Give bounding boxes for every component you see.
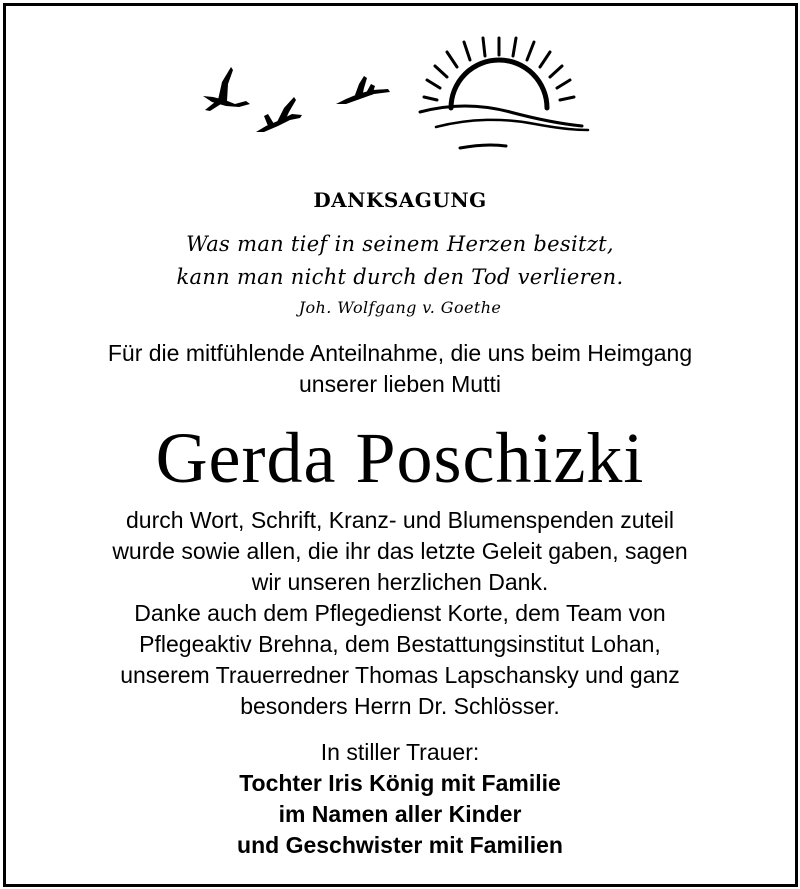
bird-icon — [256, 97, 302, 132]
signatories — [0, 768, 800, 861]
intro-line: unserer lieben Mutti — [299, 371, 501, 397]
body-line: besonders Herrn Dr. Schlösser. — [240, 693, 560, 719]
signoff-text: In stiller Trauer: — [320, 739, 480, 765]
deceased-name: Gerda Poschizki — [155, 418, 645, 498]
body-line: unserem Trauerredner Thomas Lapschansky und ganz — [120, 662, 680, 688]
signatory-line: und Geschwister mit Familien — [237, 832, 563, 858]
intro-line: Für die mitfühlende Anteilnahme, die uns beim Heimgang — [107, 340, 693, 366]
quote-line: kann man nicht durch den Tod verlieren. — [176, 265, 624, 289]
body-line: Pflegeaktiv Brehna, dem Bestattungsinstitut Lohan, — [139, 631, 661, 657]
quote-author: Joh. Wolfgang v. Goethe — [298, 298, 502, 317]
notice-heading: DANKSAGUNG — [313, 188, 487, 212]
bird-icon — [203, 67, 250, 111]
body-line: Danke auch dem Pflegedienst Korte, dem Team von — [134, 600, 666, 626]
quote-line: Was man tief in seinem Herzen besitzt, — [186, 232, 614, 256]
thanks-body — [0, 505, 800, 722]
body-line: wurde sowie allen, die ihr das letzte Geleit gaben, sagen — [112, 538, 688, 564]
signatory-line: im Namen aller Kinder — [278, 801, 522, 827]
signatory-line: Tochter Iris König mit Familie — [239, 770, 561, 796]
goethe-quote — [0, 228, 800, 294]
bird-icon — [336, 76, 390, 104]
intro-text — [0, 338, 800, 400]
body-line: wir unseren herzlichen Dank. — [251, 569, 549, 595]
header-artwork — [0, 0, 800, 180]
body-line: durch Wort, Schrift, Kranz- und Blumenspenden zuteil — [125, 507, 674, 533]
sunset-icon — [420, 38, 588, 148]
